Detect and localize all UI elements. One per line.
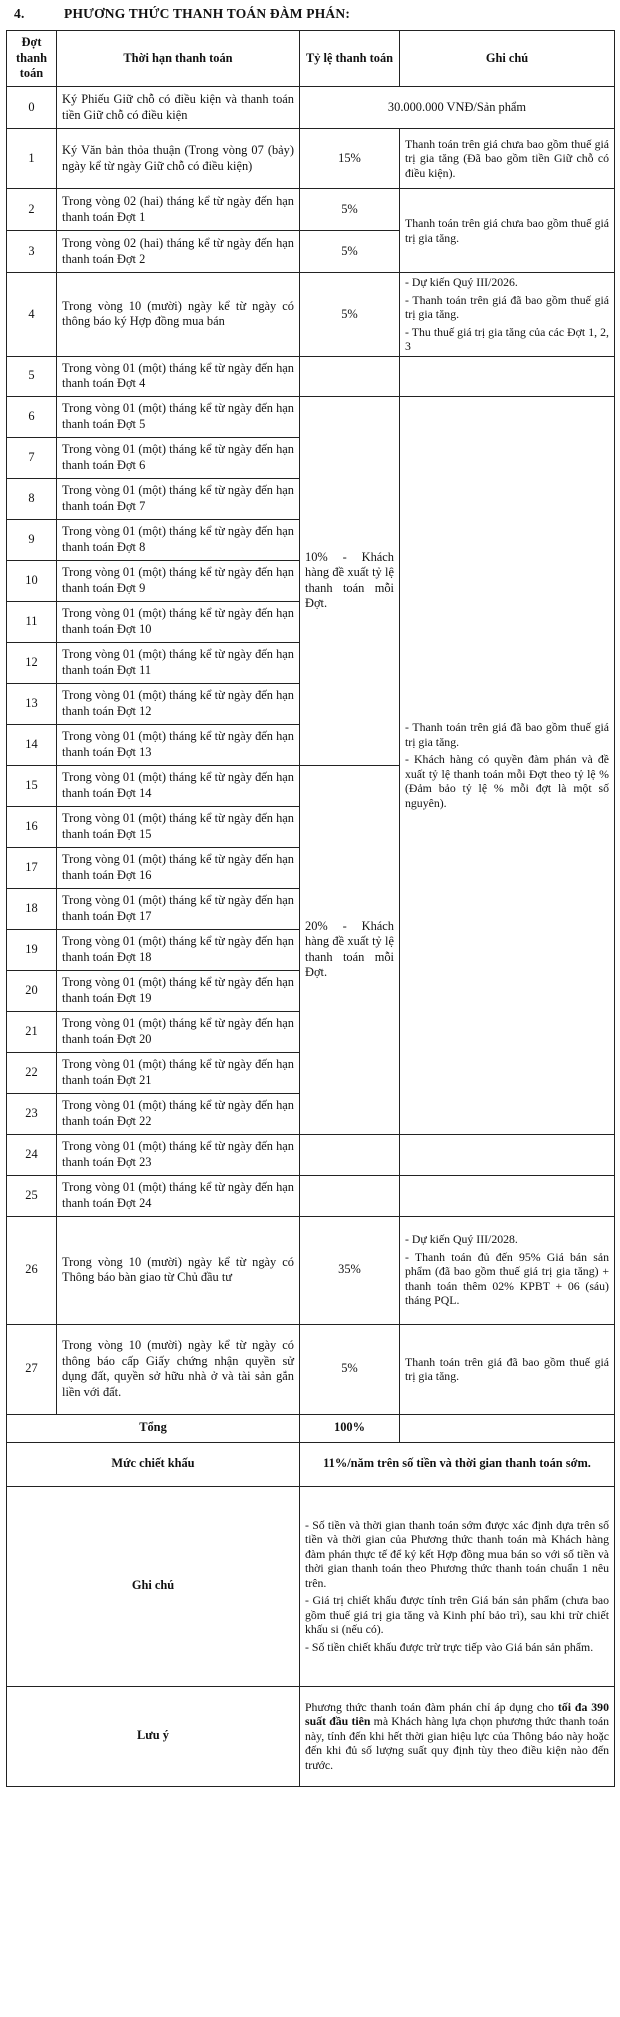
row-note: Thanh toán trên giá chưa bao gồm thuế giá trị gia tăng. — [400, 189, 615, 273]
row-rate: 5% — [300, 1324, 400, 1414]
row-note — [400, 1216, 615, 1324]
row-number: 23 — [7, 1093, 57, 1134]
row-number: 1 — [7, 129, 57, 189]
header-installment: Đợt thanh toán — [7, 31, 57, 87]
row-term: Trong vòng 10 (mười) ngày kể từ ngày có thông báo cấp Giấy chứng nhận quyền sử dụng đất, quyền sở hữu nhà ở và tài sản gắn liền với đất. — [57, 1324, 300, 1414]
total-value: 100% — [300, 1414, 400, 1442]
row-rate: 5% — [300, 189, 400, 231]
row-term: Ký Phiếu Giữ chỗ có điều kiện và thanh toán tiền Giữ chỗ có điều kiện — [57, 87, 300, 129]
section-number: 4. — [14, 6, 25, 21]
row-number: 24 — [7, 1134, 57, 1175]
row-term: Trong vòng 01 (một) tháng kể từ ngày đến hạn thanh toán Đợt 20 — [57, 1011, 300, 1052]
row-term: Trong vòng 01 (một) tháng kể từ ngày đến hạn thanh toán Đợt 22 — [57, 1093, 300, 1134]
caution-label: Lưu ý — [7, 1686, 300, 1786]
row-term: Trong vòng 02 (hai) tháng kể từ ngày đến hạn thanh toán Đợt 1 — [57, 189, 300, 231]
row-number: 10 — [7, 560, 57, 601]
total-label: Tổng — [7, 1414, 300, 1442]
row-number: 26 — [7, 1216, 57, 1324]
row-note-empty — [400, 1134, 615, 1175]
caution-text: mà Khách hàng lựa chọn phương thức thanh toán này, tính đến khi hết thời gian hiệu lực của Thông báo này hoặc đến khi đủ số lượng suất quy định tùy theo điều kiện nào đến trước. — [305, 1714, 609, 1772]
table-row — [7, 189, 615, 231]
total-row — [7, 1414, 615, 1442]
table-header-row — [7, 31, 615, 87]
remark-line: - Giá trị chiết khấu được tính trên Giá bán sản phẩm (chưa bao gồm thuế giá trị gia tăng và Kinh phí bảo trì), sau khi trừ chiết khấu si (nếu có). — [305, 1593, 609, 1637]
row-number: 6 — [7, 396, 57, 437]
row-number: 17 — [7, 847, 57, 888]
row-number: 11 — [7, 601, 57, 642]
row-rate: 5% — [300, 231, 400, 273]
table-row — [7, 396, 615, 437]
row-number: 3 — [7, 231, 57, 273]
row-term: Trong vòng 01 (một) tháng kể từ ngày đến hạn thanh toán Đợt 10 — [57, 601, 300, 642]
row-note-empty — [400, 1175, 615, 1216]
row-note: Thanh toán trên giá chưa bao gồm thuế giá trị gia tăng (Đã bao gồm tiền Giữ chỗ có điều kiện). — [400, 129, 615, 189]
row-number: 25 — [7, 1175, 57, 1216]
row-term: Trong vòng 01 (một) tháng kể từ ngày đến hạn thanh toán Đợt 13 — [57, 724, 300, 765]
row-number: 5 — [7, 356, 57, 396]
row-term: Trong vòng 10 (mười) ngày kể từ ngày có Thông báo bàn giao từ Chủ đầu tư — [57, 1216, 300, 1324]
table-row — [7, 129, 615, 189]
row-term: Trong vòng 01 (một) tháng kể từ ngày đến hạn thanh toán Đợt 9 — [57, 560, 300, 601]
remarks-label: Ghi chú — [7, 1486, 300, 1686]
row-number: 4 — [7, 273, 57, 357]
total-note-empty — [400, 1414, 615, 1442]
row-number: 16 — [7, 806, 57, 847]
note-line: - Dự kiến Quý III/2028. — [405, 1232, 518, 1247]
row-number: 19 — [7, 929, 57, 970]
row-term: Trong vòng 01 (một) tháng kể từ ngày đến hạn thanh toán Đợt 19 — [57, 970, 300, 1011]
row-note-group — [400, 396, 615, 1134]
row-number: 15 — [7, 765, 57, 806]
row-rate-empty — [300, 1134, 400, 1175]
row-number: 18 — [7, 888, 57, 929]
row-term: Trong vòng 01 (một) tháng kể từ ngày đến hạn thanh toán Đợt 16 — [57, 847, 300, 888]
row-term: Trong vòng 01 (một) tháng kể từ ngày đến hạn thanh toán Đợt 15 — [57, 806, 300, 847]
rate-group-2: 20% - Khách hàng đề xuất tỷ lệ thanh toán mỗi Đợt. — [300, 765, 400, 1134]
row-number: 20 — [7, 970, 57, 1011]
discount-row — [7, 1442, 615, 1486]
discount-label: Mức chiết khấu — [7, 1442, 300, 1486]
row-rate: 35% — [300, 1216, 400, 1324]
note-line: - Thanh toán trên giá đã bao gồm thuế giá trị gia tăng. — [405, 292, 609, 321]
row-term: Trong vòng 01 (một) tháng kể từ ngày đến hạn thanh toán Đợt 23 — [57, 1134, 300, 1175]
row-rate-empty — [300, 1175, 400, 1216]
row-number: 14 — [7, 724, 57, 765]
section-heading — [14, 6, 350, 22]
row-number: 8 — [7, 478, 57, 519]
remarks-row — [7, 1486, 615, 1686]
row-term: Trong vòng 01 (một) tháng kể từ ngày đến hạn thanh toán Đợt 4 — [57, 356, 300, 396]
header-term: Thời hạn thanh toán — [57, 31, 300, 87]
table-row — [7, 356, 615, 396]
table-row — [7, 1134, 615, 1175]
discount-value: 11%/năm trên số tiền và thời gian thanh toán sớm. — [300, 1442, 615, 1486]
row-term: Trong vòng 10 (mười) ngày kể từ ngày có thông báo ký Hợp đồng mua bán — [57, 273, 300, 357]
row-number: 9 — [7, 519, 57, 560]
row-rate: 5% — [300, 273, 400, 357]
payment-schedule-table — [6, 30, 615, 1787]
row-number: 2 — [7, 189, 57, 231]
note-line: - Dự kiến Quý III/2026. — [405, 275, 518, 289]
row-number: 22 — [7, 1052, 57, 1093]
header-note: Ghi chú — [400, 31, 615, 87]
section-title: PHƯƠNG THỨC THANH TOÁN ĐÀM PHÁN: — [64, 6, 351, 21]
table-row — [7, 87, 615, 129]
note-line: - Thanh toán đủ đến 95% Giá bán sản phẩm (đã bao gồm thuế giá trị gia tăng) + thanh toán thêm 02% KPBT + 06 (sáu) tháng PQL. — [405, 1249, 609, 1308]
row-term: Trong vòng 02 (hai) tháng kể từ ngày đến hạn thanh toán Đợt 2 — [57, 231, 300, 273]
table-row — [7, 1216, 615, 1324]
row-number: 12 — [7, 642, 57, 683]
row-term: Trong vòng 01 (một) tháng kể từ ngày đến hạn thanh toán Đợt 11 — [57, 642, 300, 683]
table-row — [7, 273, 615, 357]
row-rate-empty — [300, 356, 400, 396]
row-number: 13 — [7, 683, 57, 724]
row-note — [400, 273, 615, 357]
row-term: Trong vòng 01 (một) tháng kể từ ngày đến hạn thanh toán Đợt 12 — [57, 683, 300, 724]
row-term: Trong vòng 01 (một) tháng kể từ ngày đến hạn thanh toán Đợt 7 — [57, 478, 300, 519]
row-number: 21 — [7, 1011, 57, 1052]
remark-line: - Số tiền chiết khấu được trừ trực tiếp vào Giá bán sản phẩm. — [305, 1639, 594, 1654]
note-line: - Khách hàng có quyền đàm phán và đề xuất tỷ lệ thanh toán mỗi Đợt theo tỷ lệ % (Đảm bảo tỷ lệ % mỗi đợt là một số nguyên). — [405, 752, 609, 810]
remarks-content — [300, 1486, 615, 1686]
caution-highlight: tối đa 390 suất đầu tiên — [305, 1699, 609, 1729]
note-line: - Thu thuế giá trị gia tăng của các Đợt 1, 2, 3 — [405, 324, 609, 353]
row-term: Trong vòng 01 (một) tháng kể từ ngày đến hạn thanh toán Đợt 21 — [57, 1052, 300, 1093]
header-rate: Tỷ lệ thanh toán — [300, 31, 400, 87]
row-term: Ký Văn bản thỏa thuận (Trong vòng 07 (bảy) ngày kể từ ngày Giữ chỗ có điều kiện) — [57, 129, 300, 189]
table-row — [7, 1324, 615, 1414]
row-rate: 15% — [300, 129, 400, 189]
row-note: Thanh toán trên giá đã bao gồm thuế giá trị gia tăng. — [400, 1324, 615, 1414]
row-term: Trong vòng 01 (một) tháng kể từ ngày đến hạn thanh toán Đợt 5 — [57, 396, 300, 437]
caution-content — [300, 1686, 615, 1786]
row-number: 7 — [7, 437, 57, 478]
caution-text: Phương thức thanh toán đàm phán chỉ áp dụng cho — [305, 1699, 558, 1714]
caution-row — [7, 1686, 615, 1786]
remark-line: - Số tiền và thời gian thanh toán sớm được xác định dựa trên số tiền và thời gian của Phương thức thanh toán mà Khách hàng đàm phán thực tế để ký kết Hợp đồng mua bán so với số tiền và thời gian thanh toán theo Phương thức thanh toán chuẩn 1 nêu trên. — [305, 1517, 609, 1590]
row-rate: 30.000.000 VNĐ/Sản phẩm — [300, 87, 615, 129]
table-row — [7, 1175, 615, 1216]
row-term: Trong vòng 01 (một) tháng kể từ ngày đến hạn thanh toán Đợt 14 — [57, 765, 300, 806]
row-term: Trong vòng 01 (một) tháng kể từ ngày đến hạn thanh toán Đợt 18 — [57, 929, 300, 970]
note-line: - Thanh toán trên giá đã bao gồm thuế giá trị gia tăng. — [405, 720, 609, 749]
rate-group-1: 10% - Khách hàng đề xuất tỷ lệ thanh toán mỗi Đợt. — [300, 396, 400, 765]
row-number: 27 — [7, 1324, 57, 1414]
row-note-empty — [400, 356, 615, 396]
row-term: Trong vòng 01 (một) tháng kể từ ngày đến hạn thanh toán Đợt 17 — [57, 888, 300, 929]
row-term: Trong vòng 01 (một) tháng kể từ ngày đến hạn thanh toán Đợt 6 — [57, 437, 300, 478]
row-number: 0 — [7, 87, 57, 129]
row-term: Trong vòng 01 (một) tháng kể từ ngày đến hạn thanh toán Đợt 8 — [57, 519, 300, 560]
row-term: Trong vòng 01 (một) tháng kể từ ngày đến hạn thanh toán Đợt 24 — [57, 1175, 300, 1216]
